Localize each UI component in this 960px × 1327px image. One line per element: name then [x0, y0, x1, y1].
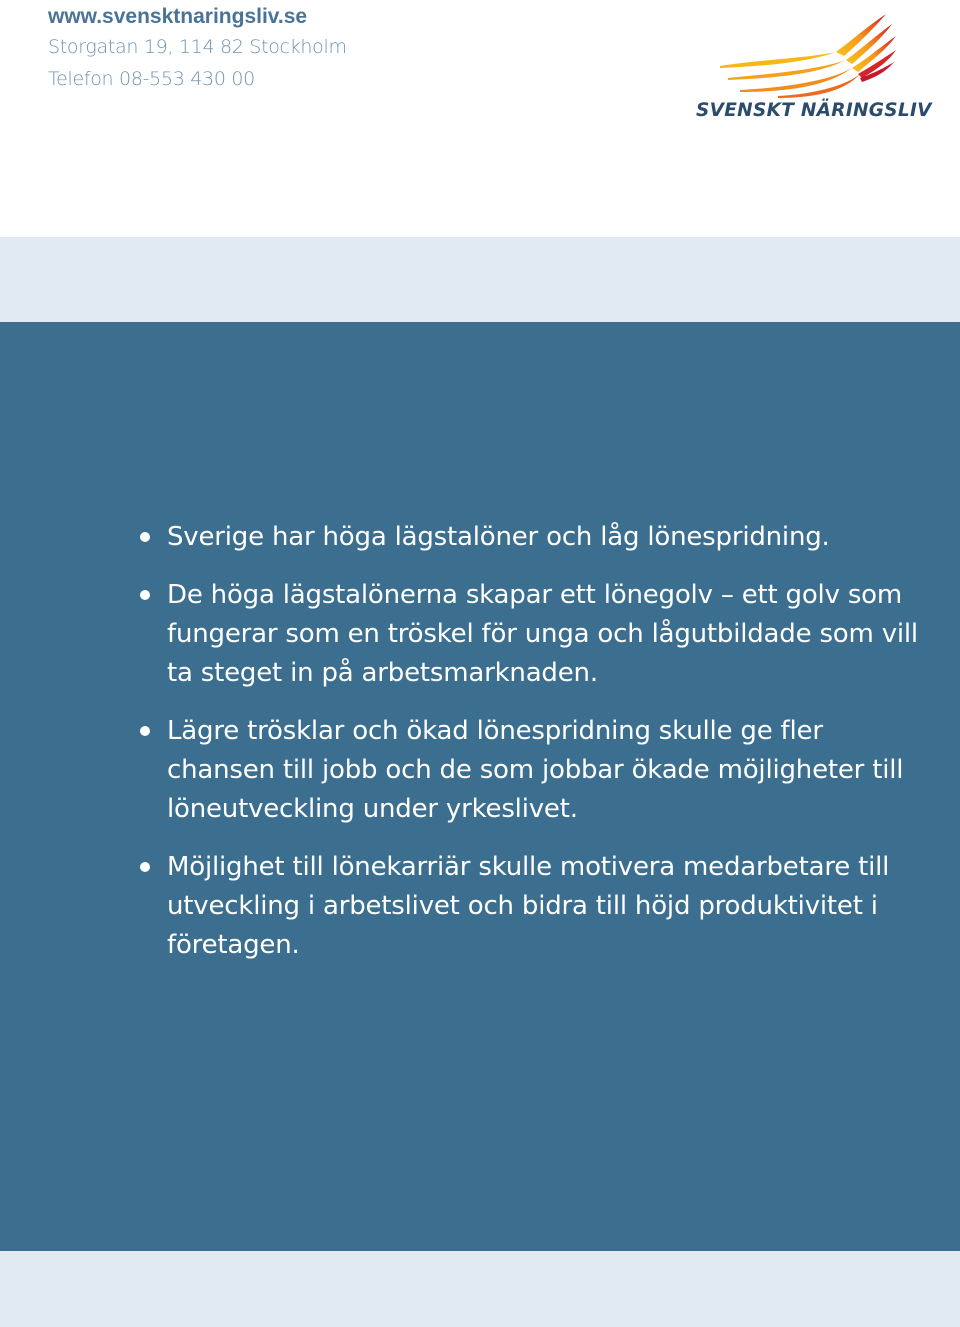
website-link[interactable]: www.svensktnaringsliv.se	[48, 5, 308, 28]
wing-icon	[718, 12, 898, 98]
bullet-icon	[140, 590, 150, 600]
bullet-text: Möjlighet till lönekarriär skulle motivera medarbetare till utveckling i arbetslivet och bidra till höjd produktivitet i företagen.	[167, 852, 890, 960]
bullet-text: Sverige har höga lägstalöner och låg lönespridning.	[167, 522, 830, 552]
logo-wordmark: SVENSKT NÄRINGSLIV	[696, 100, 932, 121]
list-item	[140, 576, 920, 693]
bottom-band	[0, 1251, 960, 1327]
list-item	[140, 518, 920, 557]
header	[0, 0, 960, 237]
list-item	[140, 848, 920, 965]
bullet-icon	[140, 862, 150, 872]
bullet-list	[140, 518, 920, 984]
bullet-text: De höga lägstalönerna skapar ett lönegolv – ett golv som fungerar som en tröskel för unga och lågutbildade som vill ta steget in på arbetsmarknaden.	[167, 580, 918, 688]
top-band	[0, 237, 960, 322]
list-item	[140, 712, 920, 829]
address-text: Storgatan 19, 114 82 Stockholm	[48, 36, 347, 58]
svenskt-naringsliv-logo	[690, 8, 930, 128]
contact-block	[48, 3, 347, 95]
bullet-text: Lägre trösklar och ökad lönespridning skulle ge fler chansen till jobb och de som jobbar ökade möjligheter till löneutveckling under yrkeslivet.	[167, 716, 904, 824]
bullet-icon	[140, 532, 150, 542]
phone-text: Telefon 08-553 430 00	[48, 68, 255, 90]
content-panel	[0, 322, 960, 1251]
bullet-icon	[140, 726, 150, 736]
